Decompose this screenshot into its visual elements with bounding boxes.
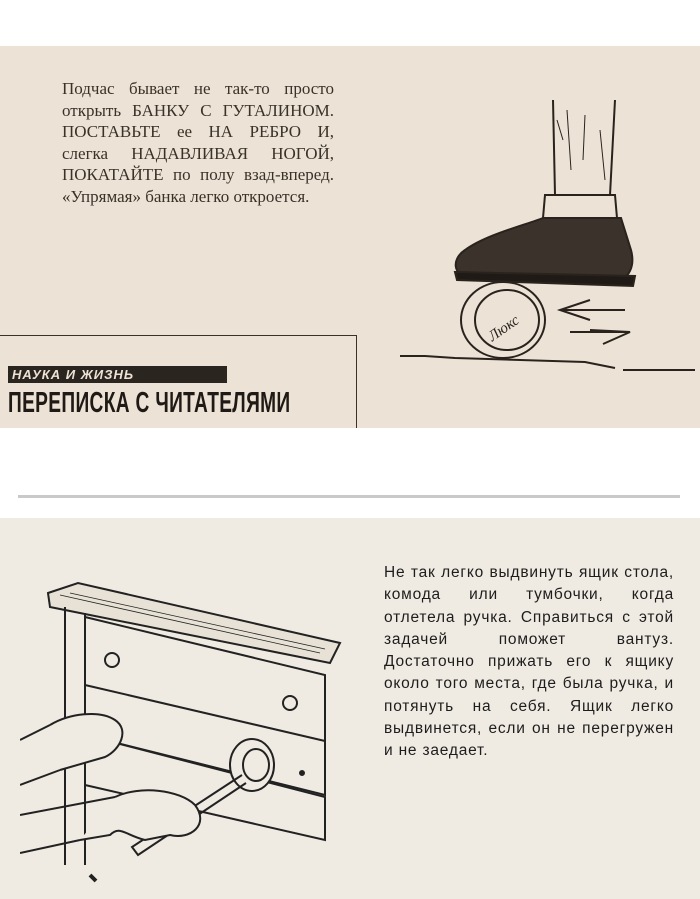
shoe-on-can-illustration — [395, 100, 695, 400]
section-title: ПЕРЕПИСКА С ЧИТАТЕЛЯМИ — [8, 387, 291, 419]
drawer-tip-text: Не так легко выдвинуть ящик стола, комода или тумбочки, когда отлетела ручка. Справиться с этой задачей поможет вантуз. Достаточно прижать его к ящику около того места, где была ручка, и потянуть на себя. Ящик легко выдвинется, если он не перегружен и не заедает. — [384, 564, 674, 760]
shoe-polish-tip-text: Подчас бывает не так-то просто открыть БАНКУ С ГУТАЛИНОМ. ПОСТАВЬТЕ ее НА РЕБРО И, слегка НАДАВЛИВАЯ НОГОЙ, ПОКАТАЙТЕ по полу взад-вперед. «Упрямая» банка легко откроется. — [62, 79, 334, 206]
can-label: Люкс — [485, 312, 523, 345]
drawer-plunger-illustration — [20, 535, 350, 895]
divider — [18, 495, 680, 498]
magazine-name: НАУКА И ЖИЗНЬ — [8, 366, 227, 383]
